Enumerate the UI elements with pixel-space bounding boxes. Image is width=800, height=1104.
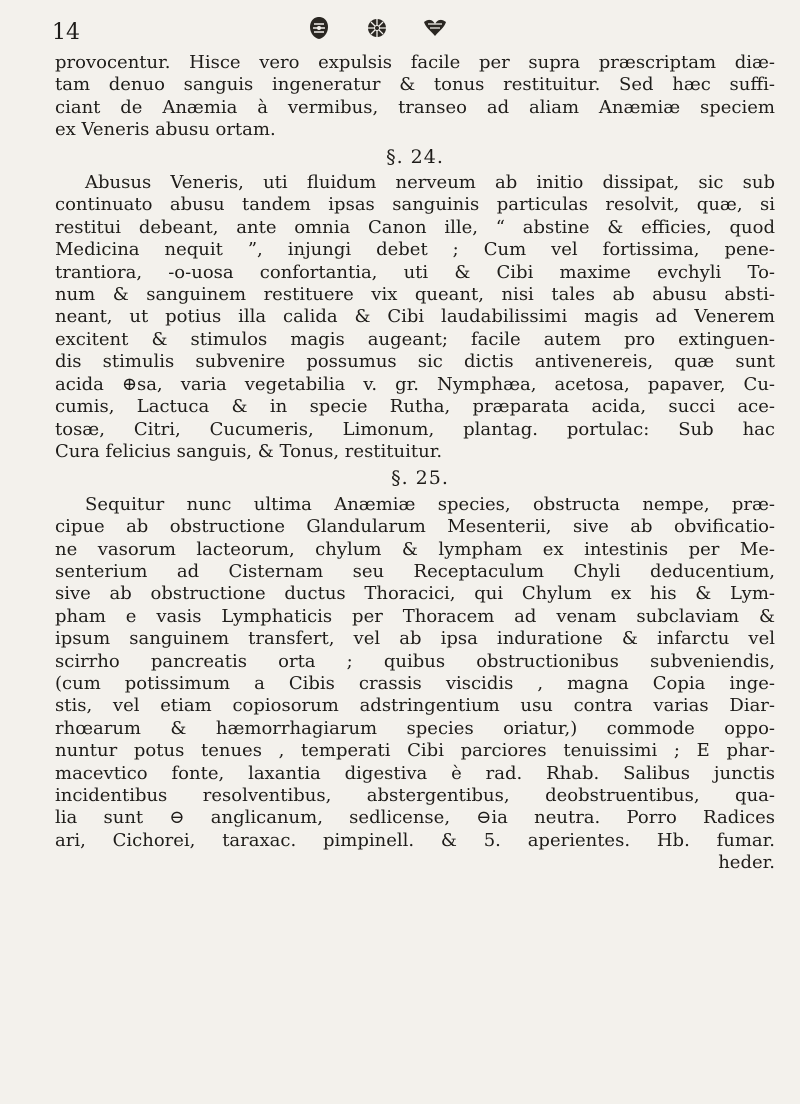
text-line: cumis, Lactuca & in specie Rutha, præparata acida, succi ace- [55, 396, 775, 418]
text-line: tosæ, Citri, Cucumeris, Limonum, plantag. portulac: Sub hac [55, 418, 775, 440]
text-line: continuato abusu tandem ipsas sanguinis particulas resolvit, quæ, si [55, 194, 775, 216]
text-line: macevtico fonte, laxantia digestiva è rad. Rhab. Salibus junctis [55, 762, 775, 784]
main-text [55, 52, 775, 875]
text-line: acida ⊕sa, varia vegetabilia v. gr. Nymphæa, acetosa, papaver, Cu- [55, 373, 775, 395]
text-line: restitui debeant, ante omnia Canon ille, “ abstine & efficies, quod [55, 216, 775, 238]
text-line: provocentur. Hisce vero expulsis facile per supra præscriptam diæ- [55, 52, 775, 73]
text-line: ciant de Anæmia à vermibus, transeo ad aliam Anæmiæ speciem [55, 96, 775, 118]
text-line: Abusus Veneris, uti fluidum nerveum ab initio dissipat, sic sub [85, 172, 775, 194]
catchword: heder. [718, 852, 775, 874]
text-line: ne vasorum lacteorum, chylum & lympham ex intestinis per Me- [55, 538, 775, 560]
text-line: Sequitur nunc ultima Anæmiæ species, obstructa nempe, præ- [85, 493, 775, 515]
text-line: dis stimulis subvenire possumus sic dictis antivenereis, quæ sunt [55, 351, 775, 373]
text-line: ipsum sanguinem transfert, vel ab ipsa induratione & infarctu vel [55, 628, 775, 650]
section-heading: §. 25. [391, 467, 449, 490]
text-line: ex Veneris abusu ortam. [55, 119, 276, 141]
text-line: pham e vasis Lymphaticis per Thoracem ad venam subclaviam & [55, 605, 775, 627]
text-line: ari, Cichorei, taraxac. pimpinell. & 5. aperientes. Hb. fumar. [55, 829, 775, 851]
text-line: trantiora, -o-uosa confortantia, uti & Cibi maxime evchyli To- [55, 261, 775, 283]
fleuron-icon [304, 14, 334, 42]
text-line: tam denuo sanguis ingeneratur & tonus restituitur. Sed hæc suffi- [55, 74, 775, 96]
text-line: (cum potissimum a Cibis crassis viscidis , magna Copia inge- [55, 672, 775, 694]
fleuron-icon [420, 14, 450, 42]
text-line: excitent & stimulos magis augeant; facile autem pro extinguen- [55, 328, 775, 350]
text-line: rhœarum & hæmorrhagiarum species oriatur,) commode oppo- [55, 717, 775, 739]
text-line: stis, vel etiam copiosorum adstringentium usu contra varias Diar- [55, 695, 775, 717]
text-line: neant, ut potius illa calida & Cibi laudabilissimi magis ad Venerem [55, 306, 775, 328]
text-line: nuntur potus tenues , temperati Cibi parciores tenuissimi ; E phar- [55, 740, 775, 762]
text-line: lia sunt ⊖ anglicanum, sedlicense, ⊖ia neutra. Porro Radices [55, 807, 775, 829]
page-number: 14 [52, 20, 80, 45]
fleuron-icon [362, 14, 392, 42]
text-line: sive ab obstructione ductus Thoracici, qui Chylum ex his & Lym- [55, 583, 775, 605]
text-line: num & sanguinem restituere vix queant, nisi tales ab abusu absti- [55, 284, 775, 306]
section-heading: §. 24. [386, 145, 444, 168]
page-header [0, 0, 800, 60]
text-line: scirrho pancreatis orta ; quibus obstructionibus subveniendis, [55, 650, 775, 672]
text-line: incidentibus resolventibus, abstergentibus, deobstruentibus, qua- [55, 785, 775, 806]
text-line: Cura felicius sanguis, & Tonus, restituitur. [55, 440, 443, 462]
text-line: senterium ad Cisternam seu Receptaculum Chyli deducentium, [55, 560, 775, 582]
text-line: Medicina nequit ”, injungi debet ; Cum vel fortissima, pene- [55, 239, 775, 261]
text-line: cipue ab obstructione Glandularum Mesenterii, sive ab obvificatio- [55, 516, 775, 538]
